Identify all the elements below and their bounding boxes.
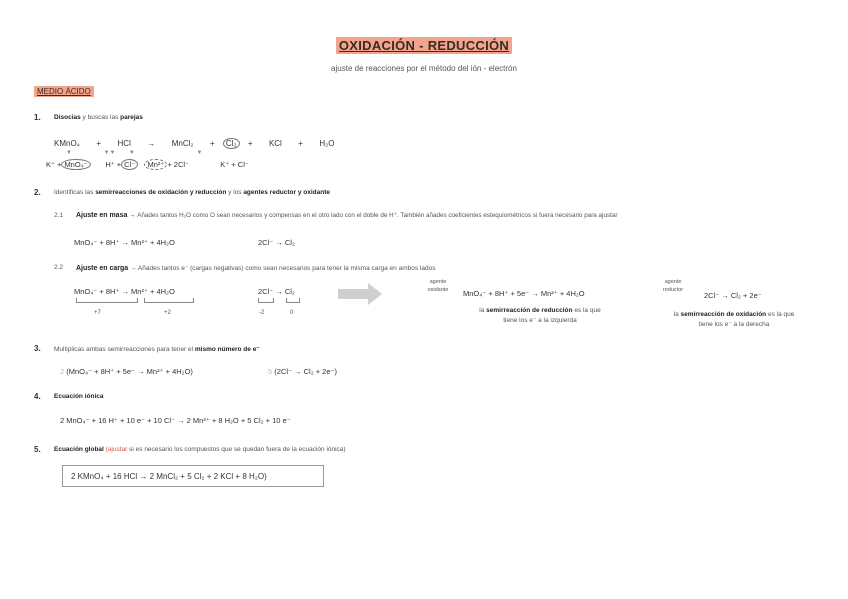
page-title: OXIDACIÓN - REDUCCIÓN [0, 37, 848, 55]
step-5-text: Ecuación global (ajustar si es necesario los compuestos que se quedan fuera de la ecuación iónica) [54, 446, 346, 453]
step-3-text: Multiplicas ambas semirreacciones para tener el mismo número de e⁻ [54, 346, 260, 353]
step-2-2-oxidation-eq: 2Cl⁻ → Cl₂ [258, 287, 295, 296]
step-3-number: 3. [34, 344, 41, 353]
step-3-oxidation-eq: 5 (2Cl⁻ → Cl₂ + 2e⁻) [268, 367, 337, 376]
big-arrow-icon [338, 283, 384, 305]
reduction-caption: la semirreacción de reducción es la que tiene los e⁻ a la izquierda [479, 307, 601, 324]
page-subtitle: ajuste de reacciones por el método del ión - electrón [331, 64, 517, 73]
agent-oxidante-label: agente oxidante [427, 279, 449, 293]
oxidation-caption: la semirreacción de oxidación es la que tiene los e⁻ a la derecha [673, 311, 795, 328]
step-2-1-reduction-eq: MnO₄⁻ + 8H⁺ → Mn²⁺ + 4H₂O [74, 238, 175, 247]
step-3-reduction-eq: 2 (MnO₄⁻ + 8H⁺ + 5e⁻ → Mn²⁺ + 4H₂O) [60, 367, 193, 376]
ionic-equation: 2 MnO₄⁻ + 16 H⁺ + 10 e⁻ + 10 Cl⁻ → 2 Mn²⁺ + 8 H₂O + 5 Cl₂ + 10 e⁻ [60, 416, 291, 425]
step-4-label: Ecuación iónica [54, 393, 104, 400]
step-2-2-number: 2.2 [54, 264, 64, 271]
reduction-half-reaction: MnO₄⁻ + 8H⁺ + 5e⁻ → Mn²⁺ + 4H₂O [463, 289, 585, 298]
section-heading: MEDIO ÁCIDO [34, 86, 94, 97]
step-2-1-oxidation-eq: 2Cl⁻ → Cl₂ [258, 238, 295, 247]
step-2-1-number: 2.1 [54, 212, 64, 219]
charge-cl-right: 0 [290, 310, 294, 316]
step-5-number: 5. [34, 445, 41, 454]
charge-bracket-left [76, 298, 138, 303]
step-1-number: 1. [34, 113, 41, 122]
step-1-equation: KMnO₄ + HCl → MnCl₂ + Cl₂ + KCl + H₂O [54, 139, 335, 148]
charge-bracket-cl-right [286, 298, 300, 303]
step-2-number: 2. [34, 188, 41, 197]
step-2-text: Identificas las semirreacciones de oxidación y reducción y los agentes reductor y oxidante [54, 189, 331, 196]
agent-reductor-label: agente reductor [662, 279, 684, 293]
charge-bracket-cl-left [258, 298, 274, 303]
global-equation-box: 2 KMnO₄ + 16 HCl → 2 MnCl₂ + 5 Cl₂ + 2 KCl + 8 H₂O) [62, 465, 324, 487]
oxidation-half-reaction: 2Cl⁻ → Cl₂ + 2e⁻ [704, 291, 762, 300]
charge-cl-left: -2 [259, 310, 265, 316]
step-2-2-reduction-eq: MnO₄⁻ + 8H⁺ → Mn²⁺ + 4H₂O [74, 287, 175, 296]
charge-bracket-right [144, 298, 194, 303]
step-2-2-text: Ajuste en carga → Añades tantos e⁻ (cargas negativas) como sean necesarios para tener la misma carga en ambos lados [76, 265, 436, 272]
step-1-text: Disocias y buscas las parejas [54, 114, 143, 121]
step-2-1-text: Ajuste en masa → Añades tantos H₂O como O sean necesarios y compensas en el otro lado con el doble de H⁺. También añades coeficientes estequiométricos si fuera necesario para ajustar [76, 212, 618, 219]
dissociation-arrows: ▼ ▼▼ ▼ ▼ [66, 150, 203, 156]
charge-right: +2 [164, 310, 171, 316]
charge-left: +7 [94, 310, 101, 316]
step-4-number: 4. [34, 392, 41, 401]
step-1-ions: K⁺ + MnO₄⁻ H⁺ + Cl⁻ Mn²⁺ + 2Cl⁻ K⁺ + Cl⁻ [46, 160, 249, 169]
